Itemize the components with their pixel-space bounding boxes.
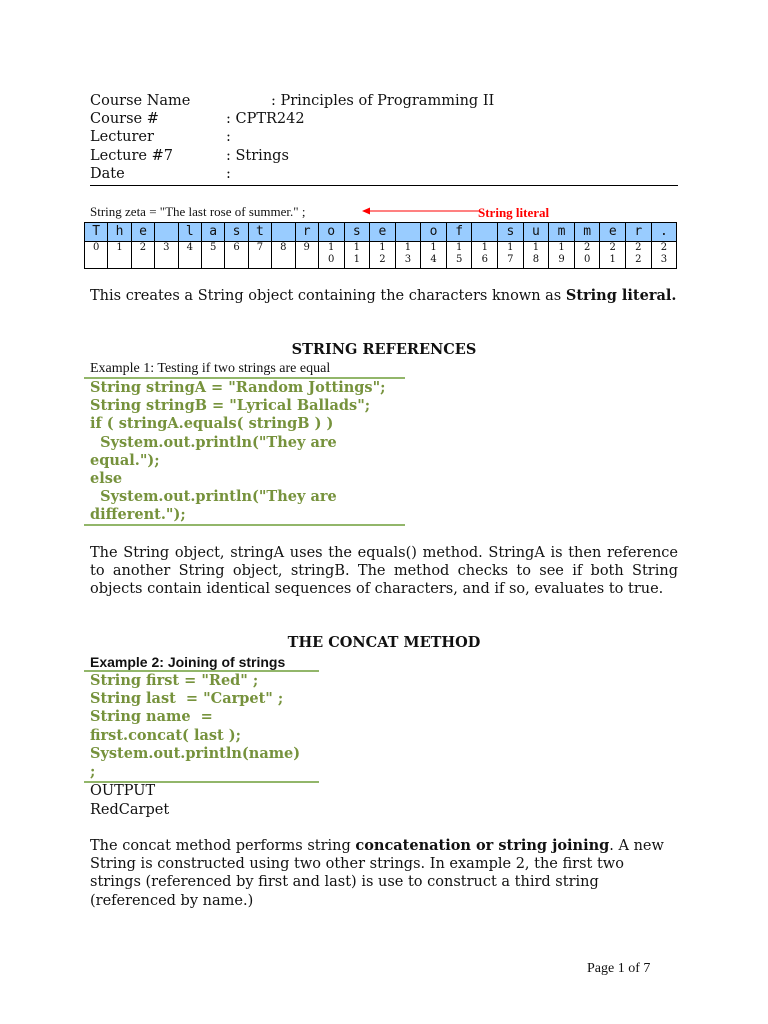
char-cell: r bbox=[295, 223, 318, 242]
index-cell: 1 8 bbox=[523, 242, 549, 269]
concat-explanation bbox=[90, 837, 678, 910]
char-cell: f bbox=[446, 223, 472, 242]
char-cell: e bbox=[131, 223, 154, 242]
char-cell: o bbox=[421, 223, 447, 242]
string-literal-label: String literal bbox=[478, 205, 550, 220]
character-index-table bbox=[84, 222, 677, 269]
code-line: String last = "Carpet" ; bbox=[90, 690, 284, 708]
char-cell: s bbox=[225, 223, 248, 242]
intro-text: This creates a String object containing the characters known as bbox=[90, 288, 566, 304]
index-cell: 2 1 bbox=[600, 242, 626, 269]
code-line: String name = bbox=[90, 708, 213, 726]
header-label: Lecturer bbox=[90, 129, 154, 146]
code-line: System.out.println("They are bbox=[90, 488, 337, 506]
code-line: System.out.println(name) bbox=[90, 744, 301, 762]
index-cell: 1 1 bbox=[344, 242, 370, 269]
char-cell: l bbox=[178, 223, 201, 242]
char-cell bbox=[395, 223, 421, 242]
char-cell: t bbox=[248, 223, 271, 242]
code-line: first.concat( last ); bbox=[90, 726, 241, 744]
header-row-lecturer bbox=[90, 128, 678, 146]
equals-explanation: The String object, stringA uses the equals() method. StringA is then reference to another String object, stringB. The method checks to see if both String objects contain identical sequences of characters, and if so, evaluates to true. bbox=[90, 545, 678, 598]
header-divider bbox=[90, 185, 678, 186]
header-value: : Strings bbox=[226, 147, 289, 164]
example-1-caption: Example 1: Testing if two strings are equal bbox=[90, 361, 331, 376]
char-cell: . bbox=[651, 223, 677, 242]
index-cell: 2 3 bbox=[651, 242, 677, 269]
concat-text-bold: concatenation or string joining bbox=[355, 837, 610, 854]
index-cell: 9 bbox=[295, 242, 318, 269]
index-cell: 1 5 bbox=[446, 242, 472, 269]
header-label: Course # bbox=[90, 111, 159, 128]
code-line: ; bbox=[90, 763, 96, 781]
index-cell: 7 bbox=[248, 242, 271, 269]
concat-text-before: The concat method performs string bbox=[90, 838, 356, 854]
char-cell bbox=[272, 223, 295, 242]
header-value: : Principles of Programming II bbox=[271, 93, 495, 109]
header-row-course-number bbox=[90, 110, 678, 128]
index-cell: 2 2 bbox=[626, 242, 652, 269]
character-row bbox=[85, 223, 677, 242]
code-line: different."); bbox=[90, 506, 186, 524]
index-cell: 1 6 bbox=[472, 242, 498, 269]
char-cell: a bbox=[201, 223, 224, 242]
output-label: OUTPUT bbox=[90, 783, 156, 799]
code-block-example-2 bbox=[90, 672, 300, 781]
header-value: : CPTR242 bbox=[226, 111, 305, 128]
index-cell: 3 bbox=[155, 242, 178, 269]
index-cell: 6 bbox=[225, 242, 248, 269]
header-value: : bbox=[226, 129, 231, 146]
code-line: equal."); bbox=[90, 451, 160, 469]
section-heading-string-references: STRING REFERENCES bbox=[291, 341, 477, 358]
page-number: Page 1 of 7 bbox=[587, 961, 651, 976]
char-cell: e bbox=[600, 223, 626, 242]
code-line: String first = "Red" ; bbox=[90, 672, 259, 689]
header-label: Course Name bbox=[90, 93, 191, 109]
code-bottom-rule bbox=[84, 524, 405, 526]
char-cell bbox=[472, 223, 498, 242]
char-cell: r bbox=[626, 223, 652, 242]
index-cell: 1 bbox=[108, 242, 131, 269]
intro-bold: String literal. bbox=[565, 287, 677, 304]
course-header bbox=[90, 92, 678, 183]
index-cell: 2 bbox=[131, 242, 154, 269]
index-cell: 1 3 bbox=[395, 242, 421, 269]
index-cell: 0 bbox=[85, 242, 108, 269]
code-line: String stringA = "Random Jottings"; bbox=[90, 379, 386, 396]
output-value: RedCarpet bbox=[90, 802, 170, 818]
index-cell: 1 4 bbox=[421, 242, 447, 269]
index-cell: 1 2 bbox=[370, 242, 396, 269]
index-cell: 1 7 bbox=[498, 242, 524, 269]
char-cell: m bbox=[549, 223, 575, 242]
intro-paragraph bbox=[90, 287, 678, 305]
char-cell: s bbox=[344, 223, 370, 242]
char-cell: o bbox=[318, 223, 344, 242]
index-row bbox=[85, 242, 677, 269]
section-heading-concat-method: THE CONCAT METHOD bbox=[287, 634, 481, 651]
header-label: Date bbox=[90, 165, 125, 182]
code-line: if ( stringA.equals( stringB ) ) bbox=[90, 415, 334, 433]
index-cell: 1 9 bbox=[549, 242, 575, 269]
char-cell: s bbox=[498, 223, 524, 242]
header-row-lecture-number bbox=[90, 147, 678, 165]
index-cell: 5 bbox=[201, 242, 224, 269]
code-line: System.out.println("They are bbox=[90, 433, 337, 451]
header-label: Lecture #7 bbox=[90, 147, 173, 164]
char-cell: e bbox=[370, 223, 396, 242]
concat-text-after: . A new String is constructed using two other strings. In example 2, the first two strings (referenced by first and last) is use to construct a third string (referenced by name.) bbox=[90, 838, 664, 909]
header-row-course-name bbox=[90, 92, 678, 110]
index-cell: 4 bbox=[178, 242, 201, 269]
code-block-example-1 bbox=[90, 379, 386, 525]
code-line: String stringB = "Lyrical Ballads"; bbox=[90, 397, 371, 415]
index-cell: 2 0 bbox=[574, 242, 600, 269]
char-cell: h bbox=[108, 223, 131, 242]
char-cell: T bbox=[85, 223, 108, 242]
code-line: else bbox=[90, 470, 123, 488]
example-2-caption: Example 2: Joining of strings bbox=[90, 654, 286, 670]
header-row-date bbox=[90, 165, 678, 183]
char-cell: m bbox=[574, 223, 600, 242]
index-cell: 1 0 bbox=[318, 242, 344, 269]
zeta-declaration: String zeta = "The last rose of summer." ; bbox=[90, 204, 306, 219]
header-value: : bbox=[226, 165, 231, 182]
arrow-left-icon bbox=[360, 204, 480, 218]
index-cell: 8 bbox=[272, 242, 295, 269]
char-cell bbox=[155, 223, 178, 242]
char-cell: u bbox=[523, 223, 549, 242]
